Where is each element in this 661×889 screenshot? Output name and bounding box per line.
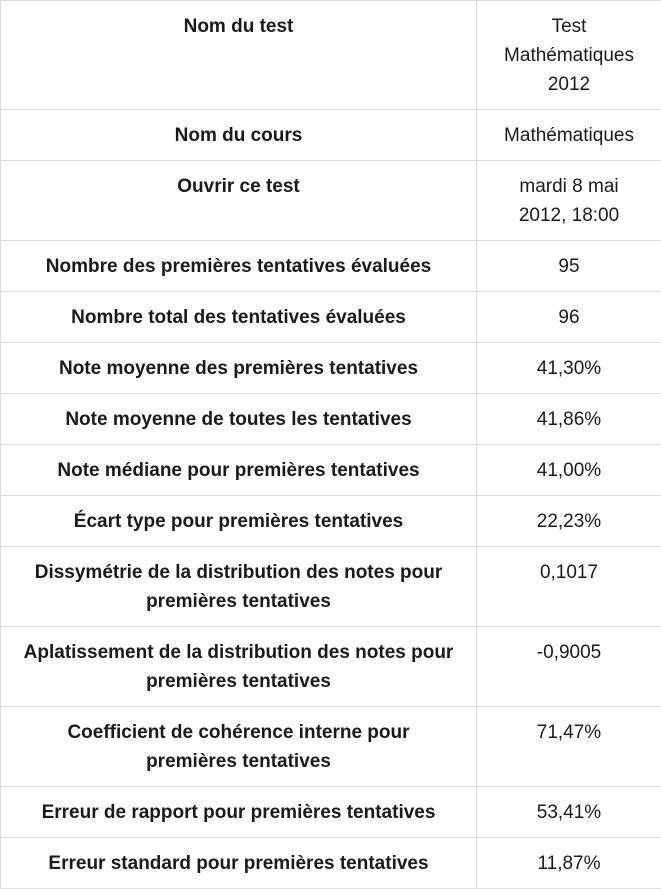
row-value: 22,23%	[477, 496, 661, 547]
row-value: 96	[477, 292, 661, 343]
row-value: -0,9005	[477, 627, 661, 707]
row-label: Coefficient de cohérence interne pour premières tentatives	[1, 707, 477, 787]
row-value: 41,00%	[477, 445, 661, 496]
row-mean-first	[1, 343, 661, 394]
row-course-name	[1, 110, 661, 161]
row-label: Écart type pour premières tentatives	[1, 496, 477, 547]
row-median-first	[1, 445, 661, 496]
row-label: Ouvrir ce test	[1, 161, 477, 241]
row-value: 11,87%	[477, 838, 661, 889]
row-first-attempts-count	[1, 241, 661, 292]
row-label: Dissymétrie de la distribution des notes pour premières tentatives	[1, 547, 477, 627]
row-mean-all	[1, 394, 661, 445]
row-label: Note médiane pour premières tentatives	[1, 445, 477, 496]
row-value: 95	[477, 241, 661, 292]
row-error-ratio-first	[1, 787, 661, 838]
row-value: 41,86%	[477, 394, 661, 445]
row-value: 41,30%	[477, 343, 661, 394]
row-label: Nombre total des tentatives évaluées	[1, 292, 477, 343]
row-label: Nom du test	[1, 1, 477, 110]
row-label: Aplatissement de la distribution des notes pour premières tentatives	[1, 627, 477, 707]
row-total-attempts-count	[1, 292, 661, 343]
row-value: Test Mathématiques 2012	[477, 1, 661, 110]
row-label: Note moyenne des premières tentatives	[1, 343, 477, 394]
row-internal-consistency-first	[1, 707, 661, 787]
row-value: mardi 8 mai 2012, 18:00	[477, 161, 661, 241]
row-quiz-name	[1, 1, 661, 110]
row-kurtosis-first	[1, 627, 661, 707]
row-label: Note moyenne de toutes les tentatives	[1, 394, 477, 445]
row-value: 0,1017	[477, 547, 661, 627]
row-label: Erreur de rapport pour premières tentatives	[1, 787, 477, 838]
row-standard-error-first	[1, 838, 661, 889]
row-label: Erreur standard pour premières tentatives	[1, 838, 477, 889]
row-open-date	[1, 161, 661, 241]
row-value: 71,47%	[477, 707, 661, 787]
row-value: Mathématiques	[477, 110, 661, 161]
row-skewness-first	[1, 547, 661, 627]
row-label: Nom du cours	[1, 110, 477, 161]
row-label: Nombre des premières tentatives évaluées	[1, 241, 477, 292]
row-value: 53,41%	[477, 787, 661, 838]
row-stddev-first	[1, 496, 661, 547]
